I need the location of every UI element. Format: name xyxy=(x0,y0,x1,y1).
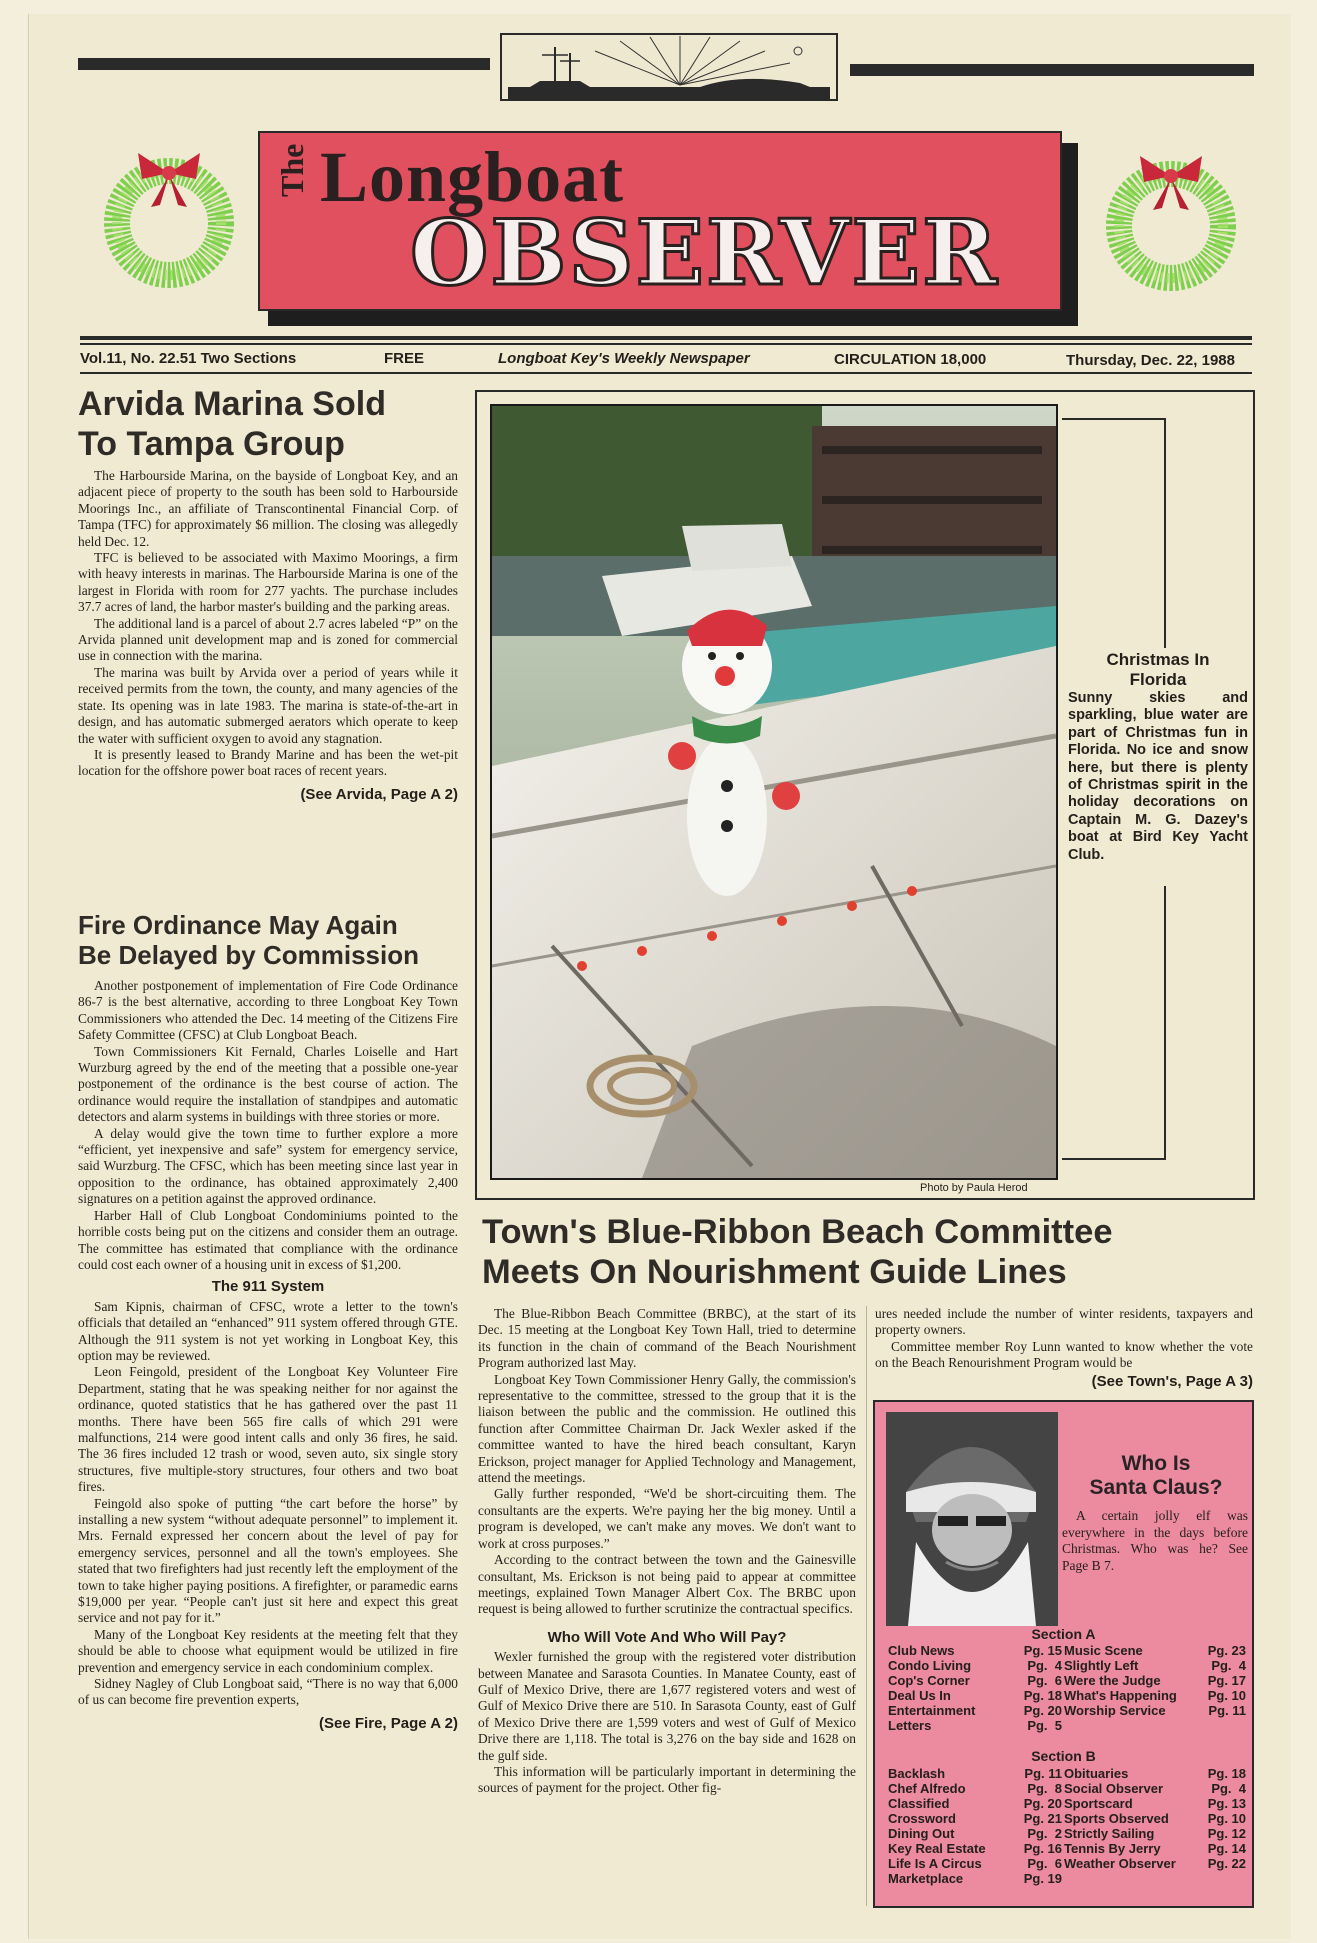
index-row xyxy=(888,1688,1062,1703)
photo-caption xyxy=(1068,650,1248,864)
index-section-a xyxy=(888,1643,1246,1733)
index-entry-page: Pg. 11 xyxy=(1208,1703,1246,1718)
arvida-paragraph: The additional land is a parcel of about 2.7 acres labeled “P” on the Arvida planned unit development map and is zoned for commercial use in connection with the marina. xyxy=(78,615,458,664)
index-entry-name: Deal Us In xyxy=(888,1688,951,1703)
masthead-the: The xyxy=(274,143,310,197)
beach-headline-line2: Meets On Nourishment Guide Lines xyxy=(482,1253,1067,1291)
index-row xyxy=(1064,1796,1246,1811)
index-row xyxy=(888,1796,1062,1811)
index-entry-page: Pg. 15 xyxy=(1023,1643,1062,1658)
info-rule-bottom xyxy=(80,372,1252,374)
top-rule-left xyxy=(78,58,490,70)
beach-paragraph: This information will be particularly important in determining the sources of payment for the project. Other fig- xyxy=(478,1763,856,1796)
arvida-headline-line2: To Tampa Group xyxy=(78,425,345,463)
index-row xyxy=(1064,1658,1246,1673)
fire-paragraph: Sam Kipnis, chairman of CFSC, wrote a letter to the town's officials that detailed an “enhanced” 911 system offered through GTE. Although the 911 system is not yet working in Longboat Key, this option may be reviewed. xyxy=(78,1298,458,1363)
column-rule xyxy=(866,1306,867,1906)
index-entry-page: Pg. 13 xyxy=(1207,1796,1246,1811)
arvida-article xyxy=(78,384,458,803)
index-entry-page: Pg. 6 xyxy=(1027,1856,1062,1871)
wreath-left-icon xyxy=(96,145,242,291)
index-row xyxy=(1064,1856,1246,1871)
beach-paragraph: Committee member Roy Lunn wanted to know whether the vote on the Beach Renourishment Program would be xyxy=(875,1338,1253,1371)
index-entry-page: Pg. 20 xyxy=(1023,1796,1062,1811)
info-price: FREE xyxy=(384,350,425,367)
fire-paragraph: Leon Feingold, president of the Longboat Key Volunteer Fire Department, stating that he was speaking neither for nor against the ordinance, quoted statistics that he has gathered over the past 11 months. There have been 565 fire calls of which 291 were malfunctions, 214 were good intent calls and only 36 fires, he said. The 36 fires included 12 trash or wood, seven auto, six single story structures, five multiple-story structures, four others and two boat fires. xyxy=(78,1364,458,1495)
index-entry-page: Pg. 18 xyxy=(1207,1766,1246,1781)
caption-title: Christmas In Florida xyxy=(1106,650,1210,689)
santa-title-line2: Santa Claus? xyxy=(1089,1476,1223,1499)
masthead-observer: OBSERVER xyxy=(410,200,999,306)
arvida-paragraph: The marina was built by Arvida over a period of years while it received permits from the town, the county, and many agencies of the state. Its opening was in late 1983. The marina is state-of-the-art in design, and has automatic submerged aerators which operate to keep the water with sufficient oxygen to avoid any stagnation. xyxy=(78,664,458,746)
index-entry-name: Letters xyxy=(888,1718,932,1733)
santa-title xyxy=(1068,1452,1244,1500)
beach-paragraph: Wexler furnished the group with the registered voter distribution between Manatee and Sarasota Counties. In Manatee County, east of Gulf of Mexico Drive, there are 1,677 registered voters and west of Gulf of Mexico Drive there are 510. In Sarasota County, east of Gulf of Mexico Drive there are 1,599 voters and west of Gulf of Mexico Drive there are 1,118. The total is 3,276 on the bay side and 1628 on the gulf side. xyxy=(478,1649,856,1763)
index-row xyxy=(1064,1811,1246,1826)
index-entry-page: Pg. 20 xyxy=(1023,1703,1062,1718)
arvida-paragraph: TFC is believed to be associated with Maximo Moorings, a firm with heavy interests in marinas. The Harbourside Marina is one of the largest in Florida with room for 277 yachts. The purchase includes 37.7 acres of land, the harbor master's building and the parking areas. xyxy=(78,550,458,615)
index-entry-name: Were the Judge xyxy=(1064,1673,1161,1688)
fire-headline-line2: Be Delayed by Commission xyxy=(78,940,419,970)
index-row xyxy=(888,1871,1062,1886)
santa-title-line1: Who Is xyxy=(1121,1452,1191,1475)
arvida-paragraph: It is presently leased to Brandy Marine and has been the wet-pit location for the offshore power boat races of recent years. xyxy=(78,746,458,779)
index-entry-name: Sportscard xyxy=(1064,1796,1133,1811)
fire-paragraph: Harber Hall of Club Longboat Condominiums pointed to the horrible costs being put on the citizens and consider them an outrage. The committee has estimated that compliance with the ordinance could cost each owner of a housing unit in excess of $1,200. xyxy=(78,1207,458,1272)
beach-paragraph: The Blue-Ribbon Beach Committee (BRBC), at the start of its Dec. 15 meeting at the Longboat Key Town Hall, tried to determine its function in the chain of command of the Beach Nourishment Program authorized last May. xyxy=(478,1306,856,1371)
index-entry-page: Pg. 10 xyxy=(1207,1688,1246,1703)
fire-paragraph: Feingold also spoke of putting “the cart before the horse” by installing a new system “without adequate personnel” to implement it. Mrs. Fernald expressed her concern about the level of pay for emergency services, personnel and all the town's employees. She stated that two firefighters had just recently left the employment of the town to take higher paying positions. A firefighter, or paramedic earns $19,000 per year. “People can't just sit here and expect this great service and not pay for it.” xyxy=(78,1495,458,1626)
fire-article xyxy=(78,910,458,1732)
arvida-body xyxy=(78,468,458,780)
fire-continued-link[interactable]: (See Fire, Page A 2) xyxy=(319,1714,458,1732)
index-row xyxy=(888,1703,1062,1718)
index-entry-name: Condo Living xyxy=(888,1658,972,1673)
index-entry-name: Cop's Corner xyxy=(888,1673,970,1688)
beach-column-1 xyxy=(478,1306,856,1797)
index-row xyxy=(888,1718,1062,1733)
index-entry-name: Social Observer xyxy=(1064,1781,1163,1796)
beach-headline xyxy=(482,1212,1262,1292)
index-entry-name: Crossword xyxy=(888,1811,956,1826)
index-entry-name: Weather Observer xyxy=(1064,1856,1176,1871)
index-entry-page: Pg. 21 xyxy=(1023,1811,1062,1826)
fire-paragraph: A delay would give the town time to further explore a more “efficient, yet inexpensive and safe” system for emergency service, said Wurzburg. The CFSC, which has been meeting since last year in opposition to the ordinance, has obtained approximately 2,400 signatures on a petition against the approved ordinance. xyxy=(78,1125,458,1207)
beach-headline-line1: Town's Blue-Ribbon Beach Committee xyxy=(482,1213,1113,1251)
index-entry-name: Club News xyxy=(888,1643,955,1658)
index-entry-name: Chef Alfredo xyxy=(888,1781,966,1796)
beach-paragraph: Longboat Key Town Commissioner Henry Gally, the commission's representative to the committee, stressed to the group that it is the liaison between the public and the commission. He outlined this function after Committee Chairman Dr. Jack Wexler asked if the committee wanted to have the hired beach consultant, Karyn Erickson, project manager for Applied Technology and Management, attend the meetings. xyxy=(478,1371,856,1486)
beach-column-2 xyxy=(875,1306,1253,1390)
index-entry-name: Entertainment xyxy=(888,1703,976,1718)
arvida-continued-link[interactable]: (See Arvida, Page A 2) xyxy=(300,785,458,803)
index-a-left xyxy=(888,1643,1062,1733)
index-entry-name: Music Scene xyxy=(1064,1643,1143,1658)
index-section-a-title: Section A xyxy=(1031,1626,1096,1642)
masthead-longboat: Longboat xyxy=(320,137,625,217)
index-row xyxy=(888,1673,1062,1688)
index-entry-page: Pg. 4 xyxy=(1211,1781,1246,1796)
arvida-paragraph: The Harbourside Marina, on the bayside of Longboat Key, and an adjacent piece of property to the south has been sold to Harbourside Moorings Inc., an affiliate of Transcontinental Financial Corp. of Tampa (TFC) for approximately $6 million. The closing was allegedly held Dec. 12. xyxy=(78,468,458,549)
index-entry-page: Pg. 2 xyxy=(1027,1826,1062,1841)
index-entry-name: Backlash xyxy=(888,1766,946,1781)
index-entry-page: Pg. 10 xyxy=(1207,1811,1246,1826)
index-b-left xyxy=(888,1766,1062,1886)
index-a-right xyxy=(1064,1643,1246,1718)
beach-paragraph: According to the contract between the town and the Gainesville consultant, Ms. Erickson is not being paid to appear at committee meetings, explained Town Manager Albert Cox. The BRBC upon request is being allowed to further scrutinize the contractual specifics. xyxy=(478,1552,856,1617)
index-entry-page: Pg. 19 xyxy=(1023,1871,1062,1886)
santa-body: A certain jolly elf was everywhere in the days before Christmas. Who was he? See Page B 7. xyxy=(1062,1508,1248,1573)
index-section-b-title: Section B xyxy=(1031,1748,1096,1764)
index-entry-page: Pg. 16 xyxy=(1023,1841,1062,1856)
index-row xyxy=(888,1658,1062,1673)
index-row xyxy=(1064,1688,1246,1703)
index-entry-name: Strictly Sailing xyxy=(1064,1826,1155,1841)
beach-subhead: Who Will Vote And Who Will Pay? xyxy=(547,1628,787,1646)
fire-body xyxy=(78,978,458,1709)
index-entry-page: Pg. 5 xyxy=(1027,1718,1062,1733)
christmas-photo xyxy=(490,404,1058,1180)
index-b-right xyxy=(1064,1766,1246,1871)
info-rule-top2 xyxy=(80,343,1252,345)
index-row xyxy=(1064,1826,1246,1841)
index-row xyxy=(1064,1703,1246,1718)
index-row xyxy=(888,1856,1062,1871)
index-entry-page: Pg. 6 xyxy=(1027,1673,1062,1688)
ship-vignette xyxy=(500,33,838,101)
caption-bracket-bottom xyxy=(1062,886,1166,1160)
santa-photo xyxy=(886,1412,1058,1626)
index-row xyxy=(1064,1766,1246,1781)
index-row xyxy=(888,1811,1062,1826)
index-entry-name: Key Real Estate xyxy=(888,1841,986,1856)
caption-bracket-top xyxy=(1062,418,1166,648)
beach-continued-link[interactable]: (See Town's, Page A 3) xyxy=(1091,1372,1253,1390)
index-entry-name: Tennis By Jerry xyxy=(1064,1841,1161,1856)
index-entry-page: Pg. 22 xyxy=(1207,1856,1246,1871)
fire-subhead: The 911 System xyxy=(211,1278,325,1296)
info-circulation: CIRCULATION 18,000 xyxy=(834,351,987,368)
top-rule-right xyxy=(850,64,1254,76)
index-row xyxy=(888,1643,1062,1658)
info-volume: Vol.11, No. 22.51 Two Sections xyxy=(80,350,297,367)
index-entry-name: Slightly Left xyxy=(1064,1658,1139,1673)
index-entry-name: Classified xyxy=(888,1796,950,1811)
index-entry-page: Pg. 4 xyxy=(1027,1658,1062,1673)
index-entry-page: Pg. 23 xyxy=(1207,1643,1246,1658)
index-entry-page: Pg. 8 xyxy=(1027,1781,1062,1796)
fire-paragraph: Town Commissioners Kit Fernald, Charles Loiselle and Hart Wurzburg agreed by the end of the meeting that a possible one-year postponement of the ordinance is the best course of action. The ordinance would require the installation of standpipes and automatic detectors and alarm systems in buildings with three stories or more. xyxy=(78,1043,458,1125)
arvida-headline-line1: Arvida Marina Sold xyxy=(78,385,386,423)
index-entry-page: Pg. 14 xyxy=(1207,1841,1246,1856)
fire-paragraph: Sidney Nagley of Club Longboat said, “There is no way that 6,000 of us can become fire prevention experts, xyxy=(78,1676,458,1708)
index-row xyxy=(888,1781,1062,1796)
caption-body: Sunny skies and sparkling, blue water are part of Christmas fun in Florida. No ice and snow here, but there is plenty of Christmas spirit in the holiday decorations on Captain M. G. Dazey's boat at Bird Key Yacht Club. xyxy=(1068,690,1248,863)
index-entry-name: Marketplace xyxy=(888,1871,964,1886)
fire-headline-line1: Fire Ordinance May Again xyxy=(78,910,398,940)
index-row xyxy=(1064,1673,1246,1688)
index-entry-page: Pg. 17 xyxy=(1207,1673,1246,1688)
index-entry-page: Pg. 11 xyxy=(1024,1766,1062,1781)
index-row xyxy=(888,1766,1062,1781)
index-row xyxy=(888,1826,1062,1841)
index-entry-name: Dining Out xyxy=(888,1826,955,1841)
index-entry-page: Pg. 18 xyxy=(1023,1688,1062,1703)
index-entry-name: Sports Observed xyxy=(1064,1811,1169,1826)
index-entry-name: Obituaries xyxy=(1064,1766,1129,1781)
fire-paragraph: Many of the Longboat Key residents at the meeting felt that they should be able to choose what equipment would be utilized in fire prevention and emergency service in each condominium complex. xyxy=(78,1626,458,1675)
info-date: Thursday, Dec. 22, 1988 xyxy=(1066,352,1235,369)
index-entry-page: Pg. 4 xyxy=(1211,1658,1246,1673)
info-tagline: Longboat Key's Weekly Newspaper xyxy=(498,350,750,367)
index-row xyxy=(1064,1781,1246,1796)
index-entry-name: What's Happening xyxy=(1064,1688,1177,1703)
index-row xyxy=(1064,1643,1246,1658)
info-rule-top xyxy=(80,336,1252,340)
index-section-b xyxy=(888,1766,1246,1886)
index-row xyxy=(888,1841,1062,1856)
fire-paragraph: Another postponement of implementation of Fire Code Ordinance 86-7 is the best alternative, according to three Longboat Key Town Commissioners who attended the Dec. 14 meeting of the Citizens Fire Safety Committee (CFSC) at Club Longboat Beach. xyxy=(78,978,458,1043)
beach-paragraph: ures needed include the number of winter residents, taxpayers and property owners. xyxy=(875,1306,1253,1338)
index-entry-name: Life Is A Circus xyxy=(888,1856,982,1871)
index-row xyxy=(1064,1841,1246,1856)
masthead xyxy=(258,131,1062,311)
beach-paragraph: Gally further responded, “We'd be short-circuiting them. The consultants are the experts. We're paying her the big money. Until a program is developed, we can't make any moves. We don't want to work at cross purposes.” xyxy=(478,1486,856,1551)
index-entry-name: Worship Service xyxy=(1064,1703,1166,1718)
index-entry-page: Pg. 12 xyxy=(1207,1826,1246,1841)
wreath-right-icon xyxy=(1098,148,1244,294)
photo-credit: Photo by Paula Herod xyxy=(920,1182,1028,1194)
